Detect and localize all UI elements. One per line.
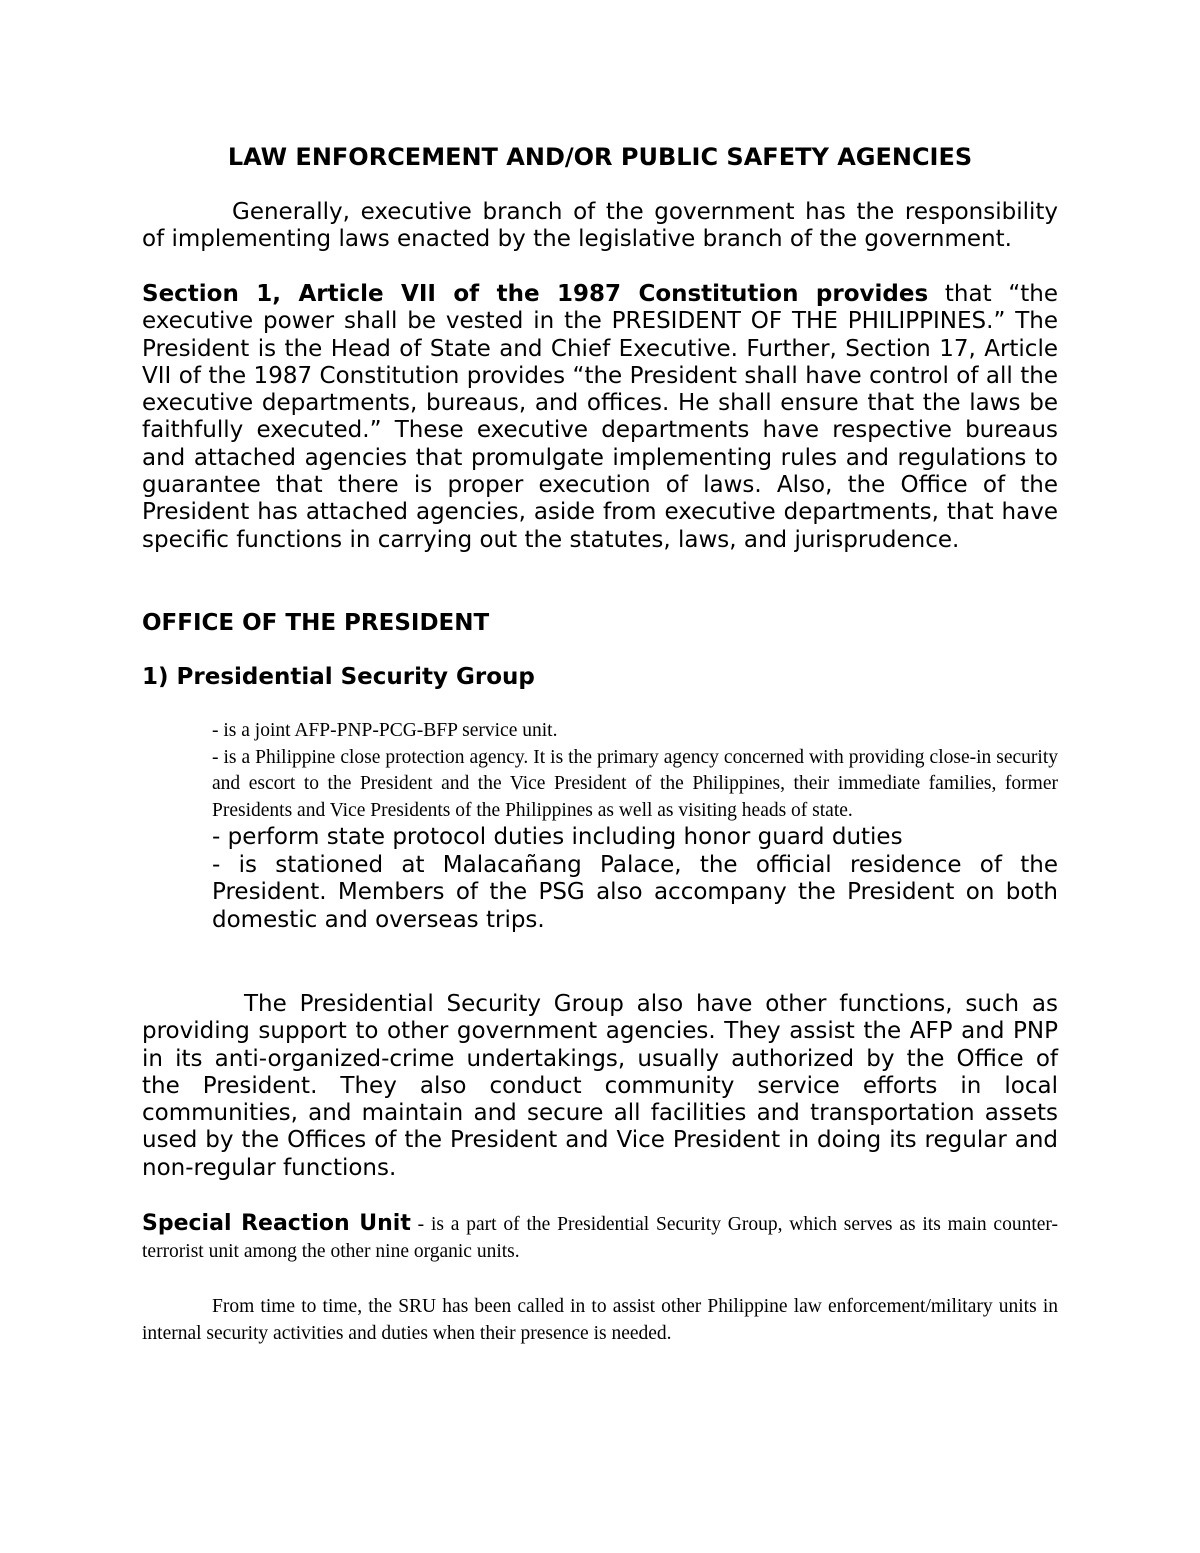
sru-paragraph: From time to time, the SRU has been called in to assist other Philippine law enforcement/military units in internal security activities and duties when their presence is needed. <box>142 1296 1058 1344</box>
psg-item-joint-unit: - is a joint AFP-PNP-PCG-BFP service unit. <box>212 720 558 741</box>
section-lead: Section 1, Article VII of the 1987 Constitution provides <box>142 281 929 307</box>
psg-list <box>212 718 1058 934</box>
sru-definition-paragraph <box>142 1210 1058 1265</box>
psg-functions-paragraph: The Presidential Security Group also have other functions, such as providing support to other government agencies. They assist the AFP and PNP in its anti-organized-crime undertakings, usually authorized by the Office of the President. They also conduct community service efforts in local communities, and maintain and secure all facilities and transportation assets used by the Offices of the President and Vice President in doing its regular and non-regular functions. <box>142 991 1058 1181</box>
sru-term: Special Reaction Unit <box>142 1211 411 1236</box>
office-heading: OFFICE OF THE PRESIDENT <box>142 610 490 636</box>
psg-heading: 1) Presidential Security Group <box>142 664 535 690</box>
psg-item-protocol: - perform state protocol duties including honor guard duties <box>212 824 903 850</box>
psg-item-stationed: - is stationed at Malacañang Palace, the official residence of the President. Members of the PSG also accompany the President on both domestic and overseas trips. <box>212 851 1058 933</box>
section-paragraph <box>142 281 1058 554</box>
sru-definition: - is a part of the Presidential Security Group, which serves as its main counter-terrorist unit among the other nine organic units. <box>142 1214 1059 1262</box>
page-title: LAW ENFORCEMENT AND/OR PUBLIC SAFETY AGENCIES <box>227 143 973 171</box>
psg-item-close-protection: - is a Philippine close protection agency. It is the primary agency concerned with providing close-in security and escort to the President and the Vice President of the Philippines, their immediate families, former Presidents and Vice Presidents of the Philippines as well as visiting heads of state. <box>212 746 1058 821</box>
section-body: that “the executive power shall be vested in the PRESIDENT OF THE PHILIPPINES.” The President is the Head of State and Chief Executive. Further, Section 17, Article VII of the 1987 Constitution provides “the President shall have control of all the executive departments, bureaus, and offices. He shall ensure that the laws be faithfully executed.” These executive departments have respective bureaus and attached agencies that promulgate implementing rules and regulations to guarantee that there is proper execution of laws. Also, the Office of the President has attached agencies, aside from executive departments, that have specific functions in carrying out the statutes, laws, and jurisprudence. <box>142 281 1058 553</box>
intro-paragraph: Generally, executive branch of the government has the responsibility of implementing laws enacted by the legislative branch of the government. <box>142 199 1058 253</box>
